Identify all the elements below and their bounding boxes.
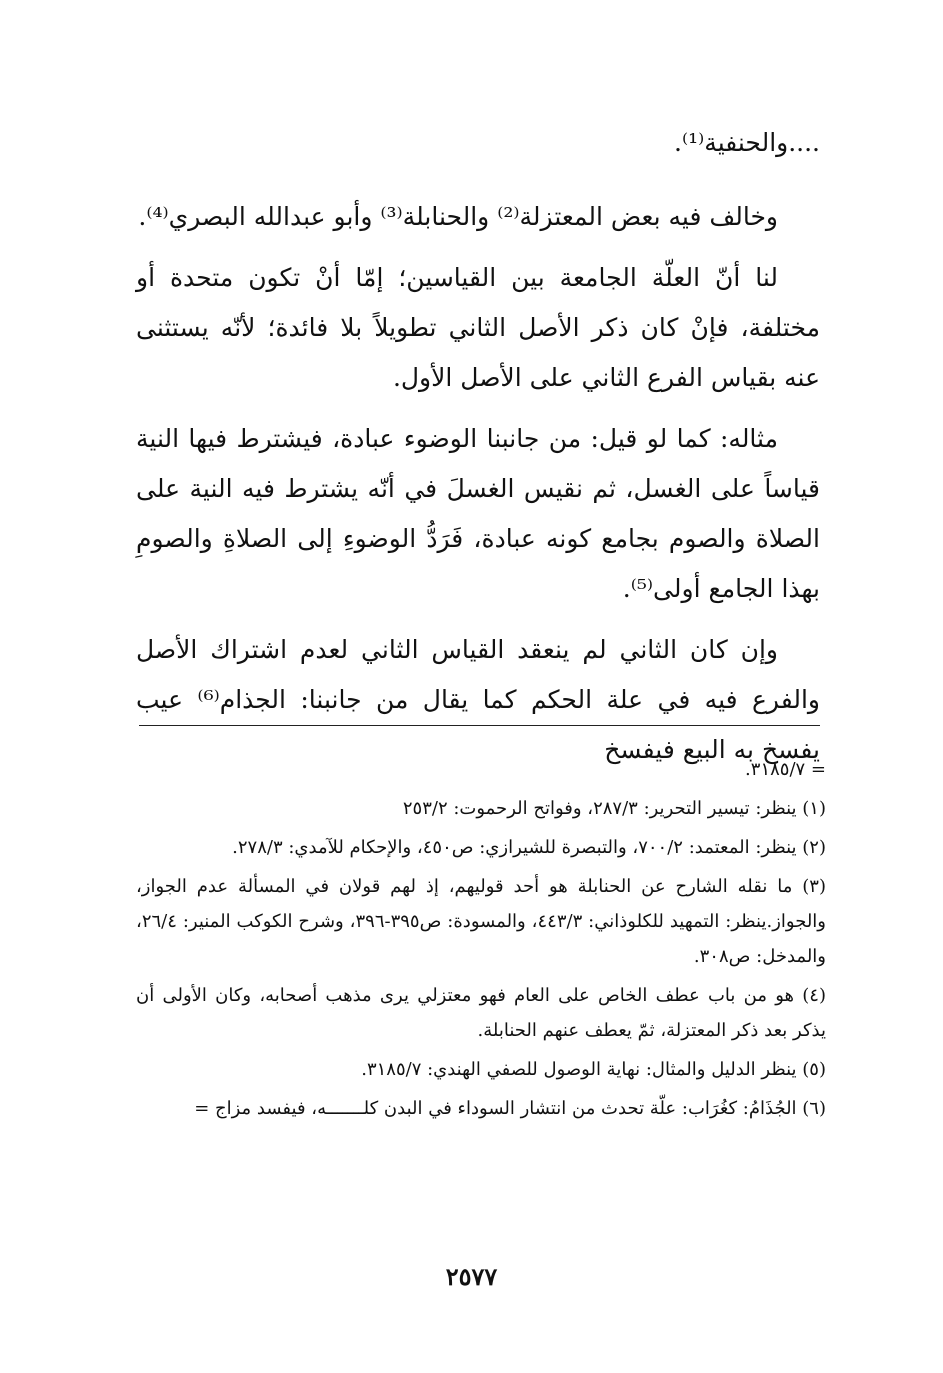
main-text	[136, 118, 820, 786]
paragraph-continuation: ....والحنفية⁽¹⁾.	[674, 128, 820, 157]
paragraph-dissent: وخالف فيه بعض المعتزلة⁽²⁾ والحنابلة⁽³⁾ وأبو عبدالله البصري⁽⁴⁾.	[138, 202, 778, 231]
paragraph-argument: لنا أنّ العلّة الجامعة بين القياسين؛ إمّا أنْ تكون متحدة أو مختلفة، فإنْ كان ذكر الأصل الثاني تطويلاً بلا فائدة؛ لأنّه يستثنى عنه بقياس الفرع الثاني على الأصل الأول.	[136, 263, 820, 392]
footnote-3: (٣) ما نقله الشارح عن الحنابلة هو أحد قوليهم، إذ لهم قولان في المسألة عدم الجواز، والجواز.ينظر: التمهيد للكلوذاني: ٤٤٣/٣، والمسودة: ص٣٩٥-٣٩٦، وشرح الكوكب المنير: ٢٦/٤، والمدخل: ص٣٠٨.	[136, 876, 826, 967]
footnote-6: (٦) الجُذَامُ: كغُرَاب: علّة تحدث من انتشار السوداء في البدن كلـــــــه، فيفسد مزاج =	[194, 1098, 826, 1119]
paragraph-second-case: وإن كان الثاني لم ينعقد القياس الثاني لعدم اشتراك الأصل والفرع فيه في علة الحكم كما يقال من جانبنا: الجذام⁽⁶⁾ عيب يفسخ به البيع فيفسخ	[136, 635, 820, 764]
footnote-divider	[139, 725, 820, 726]
page-number: ٢٥٧٧	[445, 1262, 498, 1291]
footnote-2: (٢) ينظر: المعتمد: ٧٠٠/٢، والتبصرة للشيرازي: ص٤٥٠، والإحكام للآمدي: ٢٧٨/٣.	[232, 837, 826, 858]
footnote-4: (٤) هو من باب عطف الخاص على العام فهو معتزلي يرى مذهب أصحابه، وكان الأولى أن يذكر بعد ذكر المعتزلة، ثمّ يعطف عنهم الحنابلة.	[136, 985, 826, 1041]
footnotes	[136, 752, 826, 1130]
footnote-5: (٥) ينظر الدليل والمثال: نهاية الوصول للصفي الهندي: ٣١٨٥/٧.	[361, 1059, 826, 1080]
footnote-1: (١) ينظر: تيسير التحرير: ٢٨٧/٣، وفواتح الرحموت: ٢٥٣/٢	[402, 798, 826, 819]
footnote-carryover: = ٣١٨٥/٧.	[745, 759, 826, 780]
paragraph-example: مثاله: كما لو قيل: من جانبنا الوضوء عبادة، فيشترط فيها النية قياساً على الغسل، ثم نقيس الغسلَ في أنّه يشترط فيه النية على الصلاة والصوم بجامع كونه عبادة، فَرَدُّ الوضوءِ إلى الصلاةِ والصومِ بهذا الجامع أولى⁽⁵⁾.	[136, 424, 820, 603]
